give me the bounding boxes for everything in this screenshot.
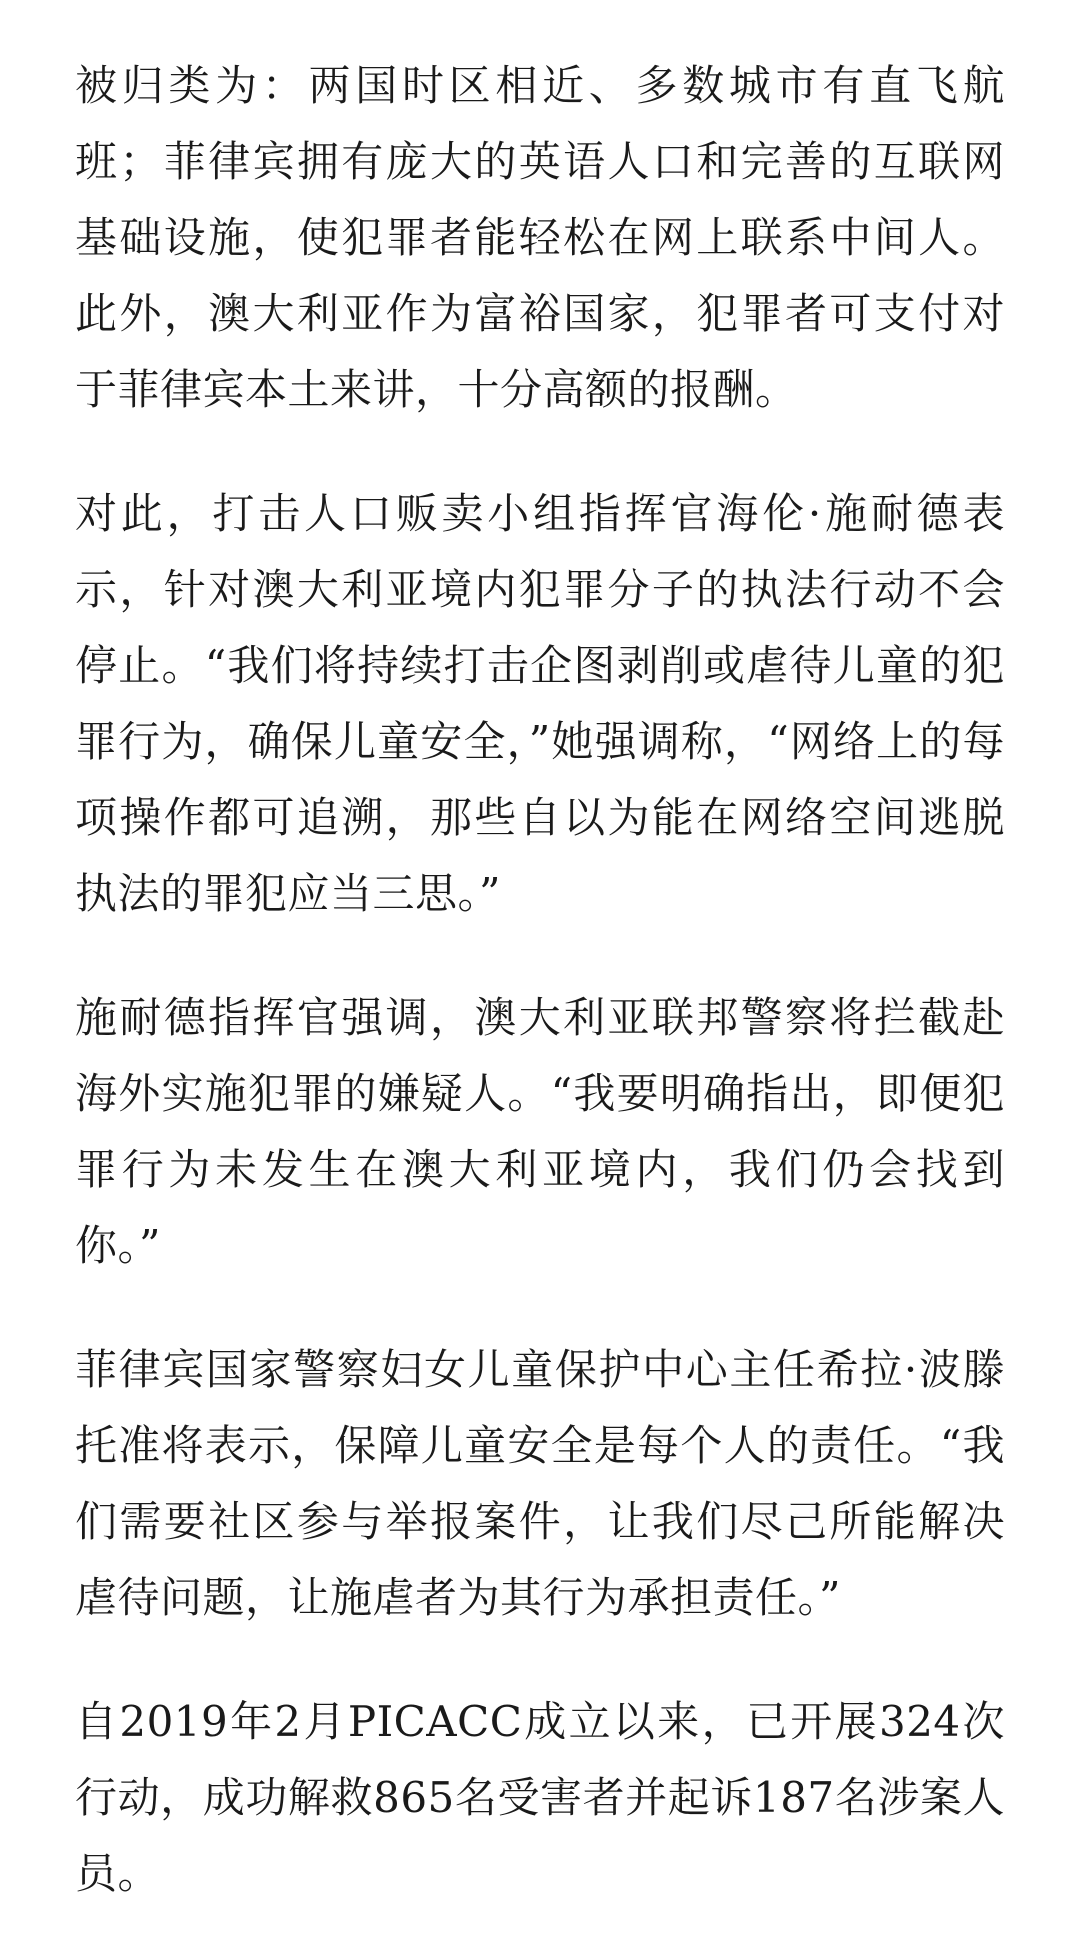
paragraph-3: 施耐德指挥官强调，澳大利亚联邦警察将拦截赴海外实施犯罪的嫌疑人。“我要明确指出，即便犯罪行为未发生在澳大利亚境内，我们仍会找到你。” xyxy=(75,993,1005,1270)
article-body xyxy=(75,48,1005,1960)
paragraph-1: 被归类为：两国时区相近、多数城市有直飞航班；菲律宾拥有庞大的英语人口和完善的互联网基础设施，使犯罪者能轻松在网上联系中间人。此外，澳大利亚作为富裕国家，犯罪者可支付对于菲律宾本土来讲，十分高额的报酬。 xyxy=(75,61,1005,414)
paragraph-5: 自2019年2月PICACC成立以来，已开展324次行动，成功解救865名受害者并起诉187名涉案人员。 xyxy=(75,1697,1005,1898)
paragraph-4: 菲律宾国家警察妇女儿童保护中心主任希拉·波滕托准将表示，保障儿童安全是每个人的责任。“我们需要社区参与举报案件，让我们尽己所能解决虐待问题，让施虐者为其行为承担责任。” xyxy=(75,1345,1005,1622)
paragraph-2: 对此，打击人口贩卖小组指挥官海伦·施耐德表示，针对澳大利亚境内犯罪分子的执法行动不会停止。“我们将持续打击企图剥削或虐待儿童的犯罪行为，确保儿童安全，”她强调称，“网络上的每项操作都可追溯，那些自以为能在网络空间逃脱执法的罪犯应当三思。” xyxy=(75,489,1005,918)
